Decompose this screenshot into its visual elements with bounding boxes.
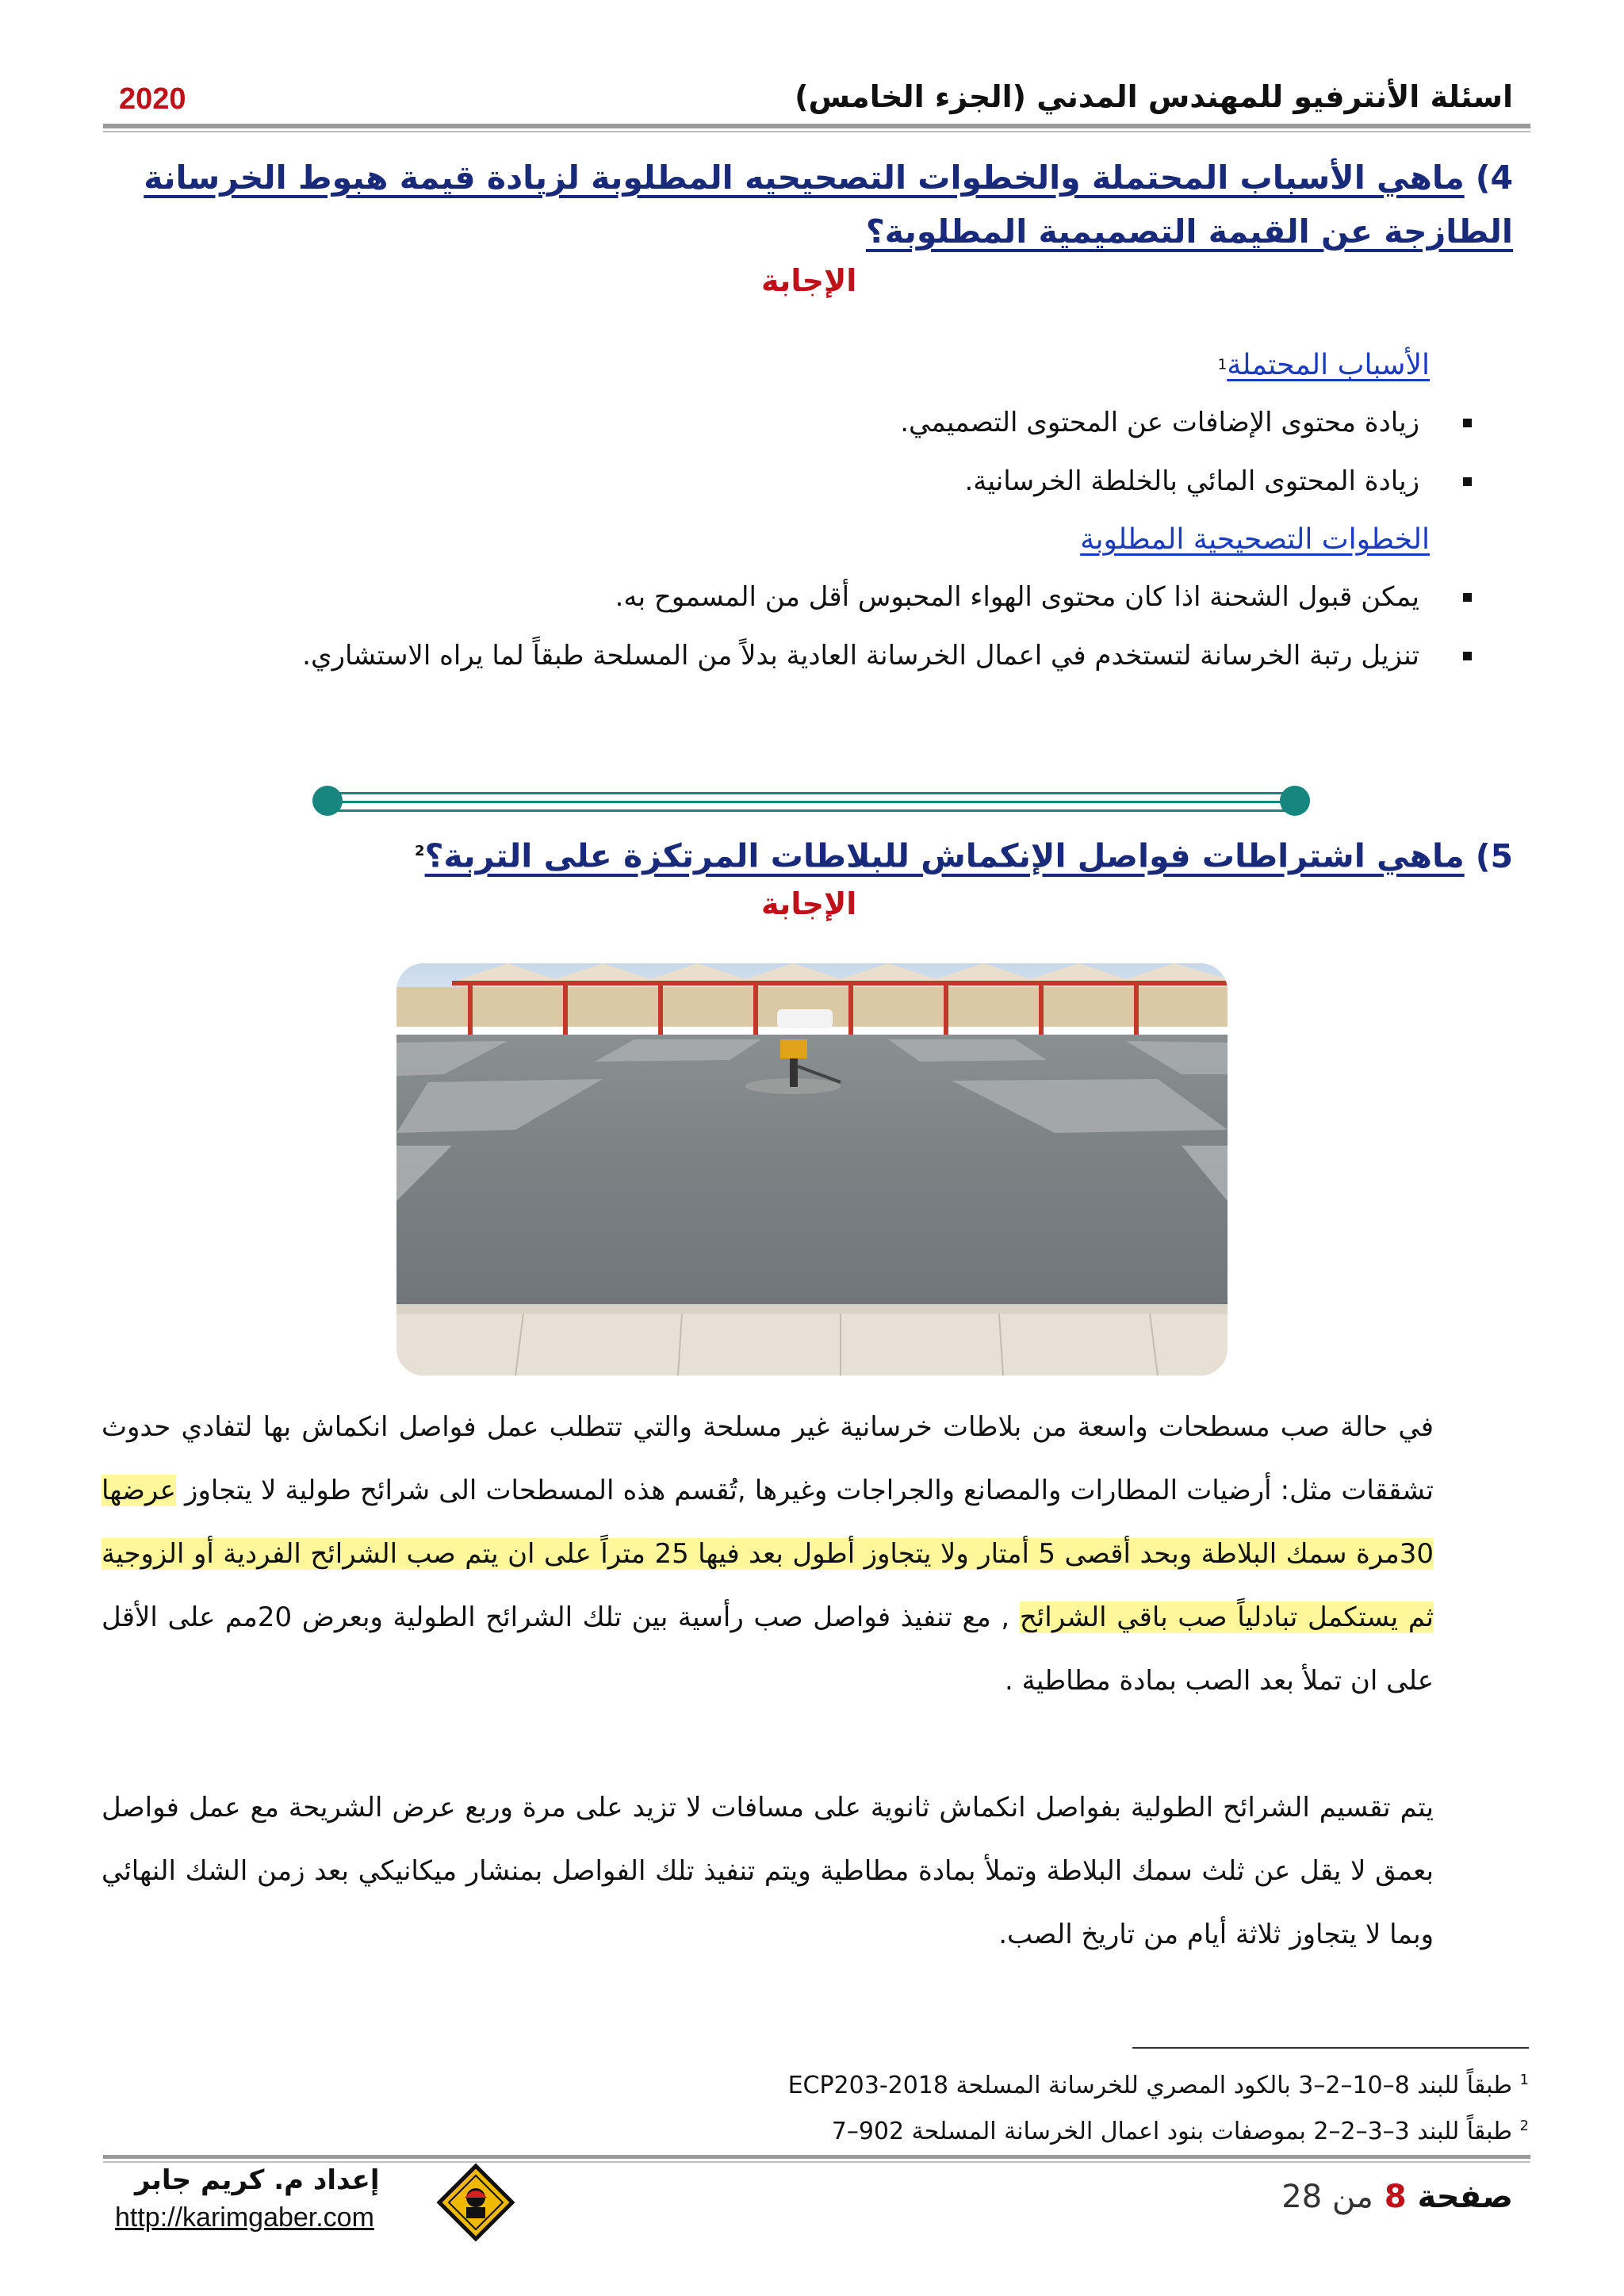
- list-item: زيادة المحتوى المائي بالخلطة الخرسانية.: [141, 452, 1489, 511]
- footnote-rule: [1132, 2047, 1529, 2049]
- question-5-heading: [117, 825, 1513, 883]
- footnote-mark: 2: [1519, 2118, 1529, 2134]
- question-number: 4): [1475, 159, 1513, 197]
- header-rule: [103, 124, 1530, 128]
- page-number: [1281, 2179, 1513, 2215]
- page-label: صفحة: [1417, 2179, 1513, 2215]
- section-divider-line: [327, 801, 1294, 803]
- question-4-heading: [117, 151, 1513, 258]
- question-text: ماهي الأسباب المحتملة والخطوات التصحيحيه المطلوبة لزيادة قيمة هبوط الخرسانة الطازجة عن القيمة التصميمية المطلوبة؟: [144, 159, 1513, 251]
- steps-heading: [1080, 523, 1430, 556]
- list-item: يمكن قبول الشحنة اذا كان محتوى الهواء المحبوس أقل من المسموح به.: [205, 568, 1489, 626]
- question-number: 5): [1475, 836, 1513, 875]
- footnote-ref: 1: [1217, 356, 1228, 373]
- answer-label: الإجابة: [761, 263, 857, 298]
- footnote-1: [339, 2060, 1529, 2107]
- section-divider-line: [327, 792, 1294, 794]
- page-current: 8: [1384, 2179, 1407, 2215]
- steps-list: [205, 568, 1489, 685]
- author-credit: إعداد م. كريم جابر: [135, 2164, 380, 2196]
- divider-dot: [312, 786, 343, 816]
- concrete-slab-photo: [396, 963, 1228, 1376]
- answer-label: الإجابة: [761, 886, 857, 921]
- footnote-text: طبقاً للبند 8–10–2–3 بالكود المصري للخرسانة المسلحة ECP203-2018: [787, 2072, 1512, 2099]
- document-title: اسئلة الأنترفيو للمهندس المدني (الجزء الخامس): [795, 79, 1513, 114]
- list-item: زيادة محتوى الإضافات عن المحتوى التصميمي.: [141, 393, 1489, 452]
- document-year: 2020: [119, 82, 186, 116]
- website-link[interactable]: http://karimgaber.com: [115, 2202, 374, 2233]
- paragraph-1: [102, 1395, 1434, 1712]
- paragraph-text: في حالة صب مسطحات واسعة من بلاطات خرسانية غير مسلحة والتي تتطلب عمل فواصل انكماش بها لتفادي حدوث تشققات مثل: أرضيات المطارات والمصانع والجراجات وغيرها ,تُقسم هذه المسطحات الى شرائح طولية لا يتجاوز: [102, 1411, 1434, 1506]
- paragraph-text: , مع تنفيذ فواصل صب رأسية بين تلك الشرائح الطولية وبعرض 20مم على الأقل على ان تملأ بعد الصب بمادة مطاطية .: [102, 1601, 1434, 1697]
- header-rule-thin: [103, 131, 1530, 132]
- footnote-2: [339, 2106, 1529, 2152]
- footnote-ref: 2: [415, 843, 425, 859]
- causes-heading-text: الأسباب المحتملة: [1227, 349, 1430, 381]
- footer-rule-thin: [103, 2161, 1530, 2163]
- causes-list: [141, 393, 1489, 511]
- list-item: تنزيل رتبة الخرسانة لتستخدم في اعمال الخرسانة العادية بدلاً من المسلحة طبقاً لما يراه الاستشاري.: [205, 626, 1489, 685]
- question-text: ماهي اشتراطات فواصل الإنكماش للبلاطات المرتكزة على التربة؟: [424, 836, 1465, 875]
- section-divider-line: [327, 809, 1294, 812]
- paragraph-2: يتم تقسيم الشرائح الطولية بفواصل انكماش ثانوية على مسافات لا تزيد على مرة وربع عرض الشريحة مع عمل فواصل بعمق لا يقل عن ثلث سمك البلاطة وتملأ بمادة مطاطية ويتم تنفيذ تلك الفواصل بمنشار ميكانيكي بعد زمن الشك النهائي وبما لا يتجاوز ثلاثة أيام من تاريخ الصب.: [102, 1792, 1434, 1950]
- footnote-mark: 1: [1519, 2072, 1529, 2088]
- divider-dot: [1280, 786, 1310, 816]
- highlighted-text: عرضها 30مرة سمك البلاطة وبحد أقصى 5 أمتار ولا يتجاوز أطول بعد فيها 25 متراً على ان يتم صب الشرائح الفردية أو الزوجية ثم يستكمل تبادلياً صب باقي الشرائح: [102, 1475, 1434, 1633]
- footer-rule: [103, 2155, 1530, 2159]
- steps-heading-text: الخطوات التصحيحية المطلوبة: [1080, 523, 1430, 556]
- causes-heading: [1218, 349, 1430, 381]
- page-total: من 28: [1281, 2179, 1373, 2215]
- author-logo-icon: [436, 2163, 515, 2242]
- footnote-text: طبقاً للبند 3–3–2–2 بموصفات بنود اعمال الخرسانة المسلحة 902–7: [831, 2118, 1512, 2145]
